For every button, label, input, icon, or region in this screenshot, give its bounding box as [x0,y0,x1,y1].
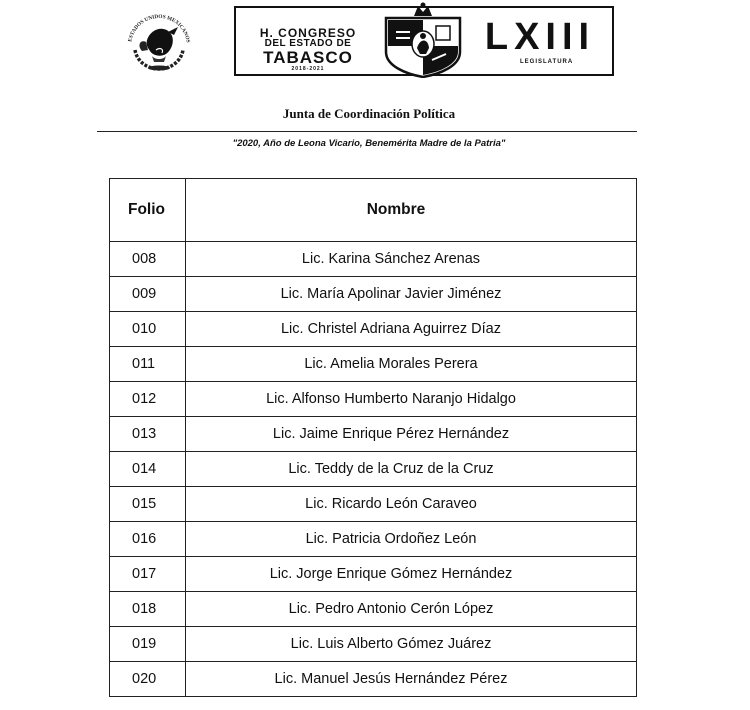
folio-column-header: Folio [110,179,186,242]
name-cell: Lic. Alfonso Humberto Naranjo Hidalgo [186,382,637,417]
table-header-row [110,179,637,242]
mexican-coat-of-arms-icon [122,6,196,78]
name-cell: Lic. Karina Sánchez Arenas [186,242,637,277]
name-cell: Lic. Jaime Enrique Pérez Hernández [186,417,637,452]
year-slogan: "2020, Año de Leona Vicario, Benemérita Madre de la Patria" [232,138,506,149]
table-row [110,452,637,487]
folio-cell: 011 [110,347,186,382]
name-cell: Lic. Luis Alberto Gómez Juárez [186,627,637,662]
table-row [110,662,637,697]
table-row [110,277,637,312]
committee-title: Junta de Coordinación Política [282,106,456,121]
seal-motto: ESTADOS UNIDOS MEXICANOS [127,13,191,44]
name-cell: Lic. Pedro Antonio Cerón López [186,592,637,627]
name-cell: Lic. María Apolinar Javier Jiménez [186,277,637,312]
name-cell: Lic. Jorge Enrique Gómez Hernández [186,557,637,592]
name-column-header: Nombre [186,179,637,242]
table-row [110,347,637,382]
tabasco-shield-icon [376,2,470,78]
table-row [110,592,637,627]
folio-cell: 018 [110,592,186,627]
folio-cell: 012 [110,382,186,417]
congress-years: 2018-2021 [291,66,325,72]
name-cell: Lic. Ricardo León Caraveo [186,487,637,522]
table-row [110,242,637,277]
name-cell: Lic. Manuel Jesús Hernández Pérez [186,662,637,697]
table-row [110,627,637,662]
folio-cell: 017 [110,557,186,592]
folio-cell: 015 [110,487,186,522]
legislature-number: LXIII [484,16,596,58]
header-divider [97,131,637,132]
congress-name [247,27,369,72]
name-cell: Lic. Patricia Ordoñez León [186,522,637,557]
folio-cell: 020 [110,662,186,697]
congress-line-2: DEL ESTADO DE [264,38,352,49]
names-table [109,178,637,697]
folio-cell: 008 [110,242,186,277]
table-row [110,417,637,452]
congress-line-3: TABASCO [263,48,353,67]
folio-cell: 019 [110,627,186,662]
name-cell: Lic. Amelia Morales Perera [186,347,637,382]
table-row [110,487,637,522]
table-row [110,557,637,592]
folio-cell: 010 [110,312,186,347]
table-row [110,382,637,417]
table-row [110,312,637,347]
name-cell: Lic. Teddy de la Cruz de la Cruz [186,452,637,487]
folio-cell: 009 [110,277,186,312]
folio-cell: 014 [110,452,186,487]
table-row [110,522,637,557]
legislature-label: LEGISLATURA [520,59,574,65]
folio-cell: 016 [110,522,186,557]
name-cell: Lic. Christel Adriana Aguirrez Díaz [186,312,637,347]
congress-line-1: H. CONGRESO [259,26,357,40]
folio-cell: 013 [110,417,186,452]
